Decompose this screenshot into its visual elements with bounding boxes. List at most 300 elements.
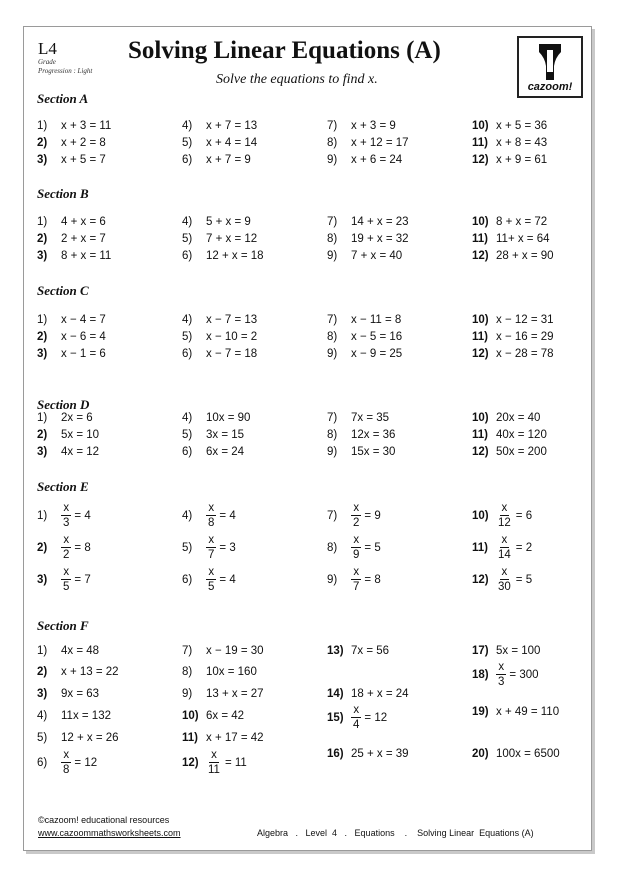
question — [327, 232, 409, 246]
equation: 12 + x = 26 — [61, 732, 119, 744]
question-number: 6) — [37, 756, 48, 769]
question-number: 11) — [472, 331, 488, 343]
equation-rhs: = 5 — [515, 573, 533, 586]
equation: 6x = 24 — [206, 446, 245, 458]
question — [327, 502, 381, 529]
equation: x − 10 = 2 — [206, 331, 258, 343]
question-number: 5) — [182, 137, 193, 149]
question — [472, 153, 547, 167]
equation: 6x = 42 — [206, 710, 245, 722]
question-number: 8) — [327, 429, 338, 441]
question — [327, 428, 395, 442]
question — [327, 215, 409, 229]
equation: x + 8 = 43 — [496, 137, 548, 149]
section-heading: Section B — [37, 186, 89, 201]
question-number: 7) — [327, 509, 338, 522]
fraction-numerator: x — [63, 534, 70, 546]
question — [472, 330, 554, 344]
equation: x + 2 = 8 — [61, 137, 106, 149]
question — [182, 313, 257, 327]
fraction-denominator: 14 — [498, 549, 511, 561]
question — [182, 215, 251, 229]
equation: x + 17 = 42 — [206, 732, 264, 744]
fraction — [61, 566, 71, 593]
equation-rhs: = 12 — [364, 711, 388, 724]
equation: 7x = 35 — [351, 412, 390, 424]
question — [182, 136, 257, 150]
question-number: 8) — [327, 331, 338, 343]
section-heading: Section D — [37, 397, 90, 412]
question — [327, 411, 389, 425]
question — [472, 566, 532, 593]
question-number: 20) — [472, 748, 489, 760]
equation: x + 3 = 9 — [351, 120, 396, 132]
question — [37, 411, 93, 425]
equation: x − 16 = 29 — [496, 331, 554, 343]
question-number: 19) — [472, 706, 489, 718]
question — [327, 445, 395, 459]
question-number: 4) — [182, 216, 193, 228]
question — [37, 445, 99, 459]
fraction — [496, 502, 513, 529]
question — [472, 411, 540, 425]
question-number: 18) — [472, 668, 489, 681]
fraction-denominator: 12 — [498, 517, 511, 529]
question — [327, 644, 389, 658]
equation: 5 + x = 9 — [206, 216, 251, 228]
question-number: 7) — [327, 314, 338, 326]
question — [37, 215, 106, 229]
fraction-numerator: x — [63, 749, 70, 761]
fraction — [351, 704, 361, 731]
question — [37, 136, 106, 150]
equation: x + 12 = 17 — [351, 137, 409, 149]
equation-rhs: = 5 — [364, 541, 381, 554]
question — [37, 534, 91, 561]
question-number: 2) — [37, 429, 48, 441]
equation: x + 7 = 13 — [206, 120, 258, 132]
fraction-denominator: 3 — [63, 517, 70, 529]
fraction-denominator: 8 — [63, 764, 70, 776]
question-number: 3) — [37, 154, 48, 166]
question — [327, 566, 381, 593]
question — [472, 747, 560, 761]
question-number: 1) — [37, 645, 48, 657]
question — [182, 709, 244, 723]
question-number: 17) — [472, 645, 489, 657]
question — [182, 249, 264, 263]
footer-url[interactable]: www.cazoommathsworksheets.com — [38, 828, 181, 838]
fraction-numerator: x — [211, 749, 217, 761]
cazoom-logo — [517, 36, 583, 98]
fraction — [206, 749, 222, 776]
question — [182, 330, 257, 344]
equation: x + 3 = 11 — [61, 120, 112, 132]
progression-label: Progression : Light — [38, 67, 93, 75]
question — [37, 749, 97, 776]
fraction — [496, 661, 506, 688]
equation: 8 + x = 11 — [61, 250, 112, 262]
equation: 18 + x = 24 — [351, 688, 409, 700]
question — [182, 411, 250, 425]
question — [472, 119, 547, 133]
equation: x + 9 = 61 — [496, 154, 548, 166]
question — [182, 534, 236, 561]
equation: 4x = 12 — [61, 446, 100, 458]
equation-rhs: = 11 — [224, 756, 247, 769]
fraction-denominator: 2 — [63, 549, 70, 561]
question-number: 16) — [327, 748, 344, 760]
level-label: L4 — [38, 39, 57, 58]
question — [472, 661, 539, 688]
question-number: 1) — [37, 314, 48, 326]
question — [327, 687, 409, 701]
question-number: 9) — [327, 154, 338, 166]
question-number: 12) — [472, 154, 489, 166]
question — [327, 747, 409, 761]
equation: 9x = 63 — [61, 688, 100, 700]
equation: x − 11 = 8 — [351, 314, 402, 326]
question — [37, 153, 106, 167]
question-number: 6) — [182, 348, 193, 360]
question-number: 4) — [182, 120, 193, 132]
question — [182, 119, 257, 133]
equation: x + 13 = 22 — [61, 666, 119, 678]
equation: x + 5 = 36 — [496, 120, 548, 132]
fraction-numerator: x — [501, 534, 508, 546]
question — [472, 136, 547, 150]
footer-topic: Algebra . Level 4 . Equations . Solving Linear Equations (A) — [257, 828, 534, 838]
question-number: 13) — [327, 645, 344, 657]
equation: x + 7 = 9 — [206, 154, 251, 166]
equation: 10x = 90 — [206, 412, 251, 424]
fraction — [61, 534, 71, 561]
equation-rhs: = 12 — [74, 756, 98, 769]
question-number: 10) — [472, 120, 489, 132]
question-number: 2) — [37, 137, 48, 149]
question-number: 6) — [182, 154, 193, 166]
question — [37, 502, 91, 529]
fraction-numerator: x — [208, 566, 215, 578]
question-number: 11) — [182, 732, 198, 744]
equation: 5x = 100 — [496, 645, 541, 657]
question — [472, 232, 550, 246]
question-number: 14) — [327, 688, 344, 700]
fraction-denominator: 11 — [208, 764, 220, 776]
question-number: 3) — [37, 348, 48, 360]
question-number: 9) — [327, 446, 338, 458]
fraction-numerator: x — [63, 566, 70, 578]
question — [37, 644, 99, 658]
question — [182, 502, 236, 529]
question — [37, 347, 106, 361]
equation: 2 + x = 7 — [61, 233, 106, 245]
fraction-numerator: x — [208, 502, 215, 514]
fraction-denominator: 7 — [353, 581, 360, 593]
equation: x − 28 = 78 — [496, 348, 554, 360]
fraction — [206, 502, 216, 529]
question-number: 10) — [472, 509, 489, 522]
question — [327, 534, 381, 561]
question-number: 11) — [472, 233, 488, 245]
question — [327, 704, 387, 731]
fraction — [206, 534, 216, 561]
question-number: 5) — [37, 732, 48, 744]
equation: 11+ x = 64 — [496, 233, 550, 245]
question — [182, 428, 244, 442]
question — [37, 313, 106, 327]
equation: 28 + x = 90 — [496, 250, 554, 262]
question-number: 10) — [182, 710, 199, 722]
question — [182, 749, 247, 776]
equation: 12x = 36 — [351, 429, 396, 441]
fraction — [351, 534, 361, 561]
question — [327, 153, 402, 167]
question-number: 10) — [472, 412, 489, 424]
equation-rhs: = 6 — [515, 509, 533, 522]
question-number: 11) — [472, 541, 488, 554]
equation: 8 + x = 72 — [496, 216, 548, 228]
question-number: 8) — [327, 137, 338, 149]
question — [182, 566, 236, 593]
fraction — [351, 502, 361, 529]
fraction — [351, 566, 361, 593]
question — [472, 215, 547, 229]
question-number: 9) — [327, 250, 338, 262]
equation: 3x = 15 — [206, 429, 245, 441]
question-number: 9) — [182, 688, 193, 700]
question — [37, 428, 99, 442]
question-number: 11) — [472, 429, 488, 441]
equation: 20x = 40 — [496, 412, 541, 424]
equation: 5x = 10 — [61, 429, 100, 441]
question-number: 2) — [37, 233, 48, 245]
fraction-numerator: x — [353, 566, 360, 578]
question — [327, 249, 402, 263]
fraction-denominator: 8 — [208, 517, 215, 529]
question-number: 10) — [472, 314, 489, 326]
equation: 11x = 132 — [61, 710, 111, 722]
section-heading: Section F — [37, 618, 89, 633]
equation: 12 + x = 18 — [206, 250, 264, 262]
question — [472, 502, 532, 529]
equation: 15x = 30 — [351, 446, 396, 458]
question — [182, 347, 257, 361]
question — [182, 731, 264, 745]
equation: 4 + x = 6 — [61, 216, 106, 228]
equation: x − 12 = 31 — [496, 314, 554, 326]
equation: 7 + x = 12 — [206, 233, 258, 245]
question — [182, 153, 251, 167]
question — [182, 687, 264, 701]
question-number: 3) — [37, 250, 48, 262]
question — [182, 644, 264, 658]
question — [472, 705, 559, 719]
question — [37, 249, 111, 263]
question — [472, 347, 554, 361]
fraction-numerator: x — [353, 704, 360, 716]
equation: 7 + x = 40 — [351, 250, 403, 262]
question — [472, 644, 540, 658]
equation: x + 5 = 7 — [61, 154, 106, 166]
equation: x − 7 = 13 — [206, 314, 258, 326]
logo-text: cazoom! — [527, 81, 573, 93]
question-number: 6) — [182, 573, 193, 586]
equation-rhs: = 8 — [74, 541, 91, 554]
question-number: 12) — [472, 446, 489, 458]
page-subtitle: Solve the equations to find x. — [216, 72, 378, 87]
question — [182, 445, 244, 459]
equation-rhs: = 4 — [219, 509, 236, 522]
equation: x − 4 = 7 — [61, 314, 106, 326]
fraction — [61, 749, 71, 776]
question-number: 7) — [327, 216, 338, 228]
question-number: 1) — [37, 412, 48, 424]
equation: 40x = 120 — [496, 429, 547, 441]
question — [182, 232, 257, 246]
equation: x − 5 = 16 — [351, 331, 403, 343]
equation: x − 9 = 25 — [351, 348, 403, 360]
question-number: 15) — [327, 711, 344, 724]
question-number: 3) — [37, 573, 48, 586]
fraction — [61, 502, 71, 529]
fraction-denominator: 9 — [353, 549, 360, 561]
equation-rhs: = 2 — [515, 541, 533, 554]
question-number: 4) — [182, 509, 193, 522]
equation-rhs: = 4 — [74, 509, 91, 522]
equation: 10x = 160 — [206, 666, 257, 678]
fraction-numerator: x — [63, 502, 70, 514]
question — [182, 665, 257, 679]
equation: x + 49 = 110 — [496, 706, 560, 718]
equation-rhs: = 3 — [219, 541, 236, 554]
equation: 19 + x = 32 — [351, 233, 409, 245]
question — [37, 709, 111, 723]
question-number: 1) — [37, 216, 48, 228]
section-heading: Section E — [37, 479, 89, 494]
question-number: 5) — [182, 233, 193, 245]
fraction — [496, 534, 513, 561]
question-number: 12) — [472, 348, 489, 360]
question-number: 6) — [182, 250, 193, 262]
fraction — [206, 566, 216, 593]
question — [37, 119, 111, 133]
question-number: 5) — [182, 429, 193, 441]
equation-rhs: = 8 — [364, 573, 381, 586]
fraction-denominator: 2 — [353, 517, 360, 529]
question-number: 8) — [182, 666, 193, 678]
question — [472, 445, 547, 459]
fraction-denominator: 4 — [353, 719, 360, 731]
fraction-denominator: 5 — [63, 581, 70, 593]
question — [472, 249, 554, 263]
section-heading: Section C — [37, 283, 89, 298]
equation-rhs: = 300 — [509, 668, 539, 681]
equation-rhs: = 4 — [219, 573, 236, 586]
fraction-numerator: x — [353, 534, 360, 546]
fraction-denominator: 3 — [498, 676, 505, 688]
equation: 7x = 56 — [351, 645, 390, 657]
question-number: 10) — [472, 216, 489, 228]
question-number: 12) — [472, 573, 489, 586]
question-number: 8) — [327, 233, 338, 245]
question — [472, 313, 554, 327]
question — [327, 347, 402, 361]
logo-icon — [519, 40, 581, 84]
fraction-numerator: x — [208, 534, 215, 546]
footer-copyright: ©cazoom! educational resources — [38, 815, 170, 825]
question-number: 9) — [327, 348, 338, 360]
question — [37, 566, 91, 593]
fraction-denominator: 7 — [208, 549, 215, 561]
question — [472, 534, 532, 561]
equation: 14 + x = 23 — [351, 216, 409, 228]
grade-label: Grade — [38, 58, 56, 66]
question — [327, 136, 409, 150]
question — [327, 330, 402, 344]
question — [37, 232, 106, 246]
question — [472, 428, 547, 442]
question-number: 7) — [327, 412, 338, 424]
question-number: 2) — [37, 666, 48, 678]
question-number: 11) — [472, 137, 488, 149]
question-number: 12) — [182, 756, 199, 769]
question-number: 7) — [182, 645, 193, 657]
question — [37, 330, 106, 344]
question-number: 12) — [472, 250, 489, 262]
fraction-numerator: x — [501, 502, 508, 514]
question — [327, 313, 401, 327]
equation: x + 6 = 24 — [351, 154, 403, 166]
equation: x − 6 = 4 — [61, 331, 106, 343]
question-number: 2) — [37, 541, 48, 554]
question-number: 4) — [37, 710, 48, 722]
equation: x − 1 = 6 — [61, 348, 106, 360]
equation: 4x = 48 — [61, 645, 100, 657]
equation: 13 + x = 27 — [206, 688, 264, 700]
equation-rhs: = 9 — [364, 509, 381, 522]
equation: 100x = 6500 — [496, 748, 560, 760]
fraction-denominator: 30 — [498, 581, 511, 593]
fraction-numerator: x — [353, 502, 360, 514]
question-number: 7) — [327, 120, 338, 132]
equation: x − 7 = 18 — [206, 348, 258, 360]
question-number: 4) — [182, 314, 193, 326]
question-number: 1) — [37, 509, 48, 522]
question — [327, 119, 396, 133]
question — [37, 665, 119, 679]
fraction — [496, 566, 513, 593]
section-heading: Section A — [37, 91, 89, 106]
question-number: 8) — [327, 541, 338, 554]
question — [37, 687, 99, 701]
equation-rhs: = 7 — [74, 573, 91, 586]
question-number: 2) — [37, 331, 48, 343]
fraction-denominator: 5 — [208, 581, 215, 593]
equation: 2x = 6 — [61, 412, 93, 424]
question-number: 4) — [182, 412, 193, 424]
equation: 50x = 200 — [496, 446, 547, 458]
equation: x + 4 = 14 — [206, 137, 258, 149]
question-number: 5) — [182, 331, 193, 343]
question-number: 9) — [327, 573, 338, 586]
equation: 25 + x = 39 — [351, 748, 409, 760]
question-number: 1) — [37, 120, 48, 132]
question-number: 6) — [182, 446, 193, 458]
equation: x − 19 = 30 — [206, 645, 264, 657]
question-number: 5) — [182, 541, 193, 554]
page-title: Solving Linear Equations (A) — [128, 37, 441, 64]
